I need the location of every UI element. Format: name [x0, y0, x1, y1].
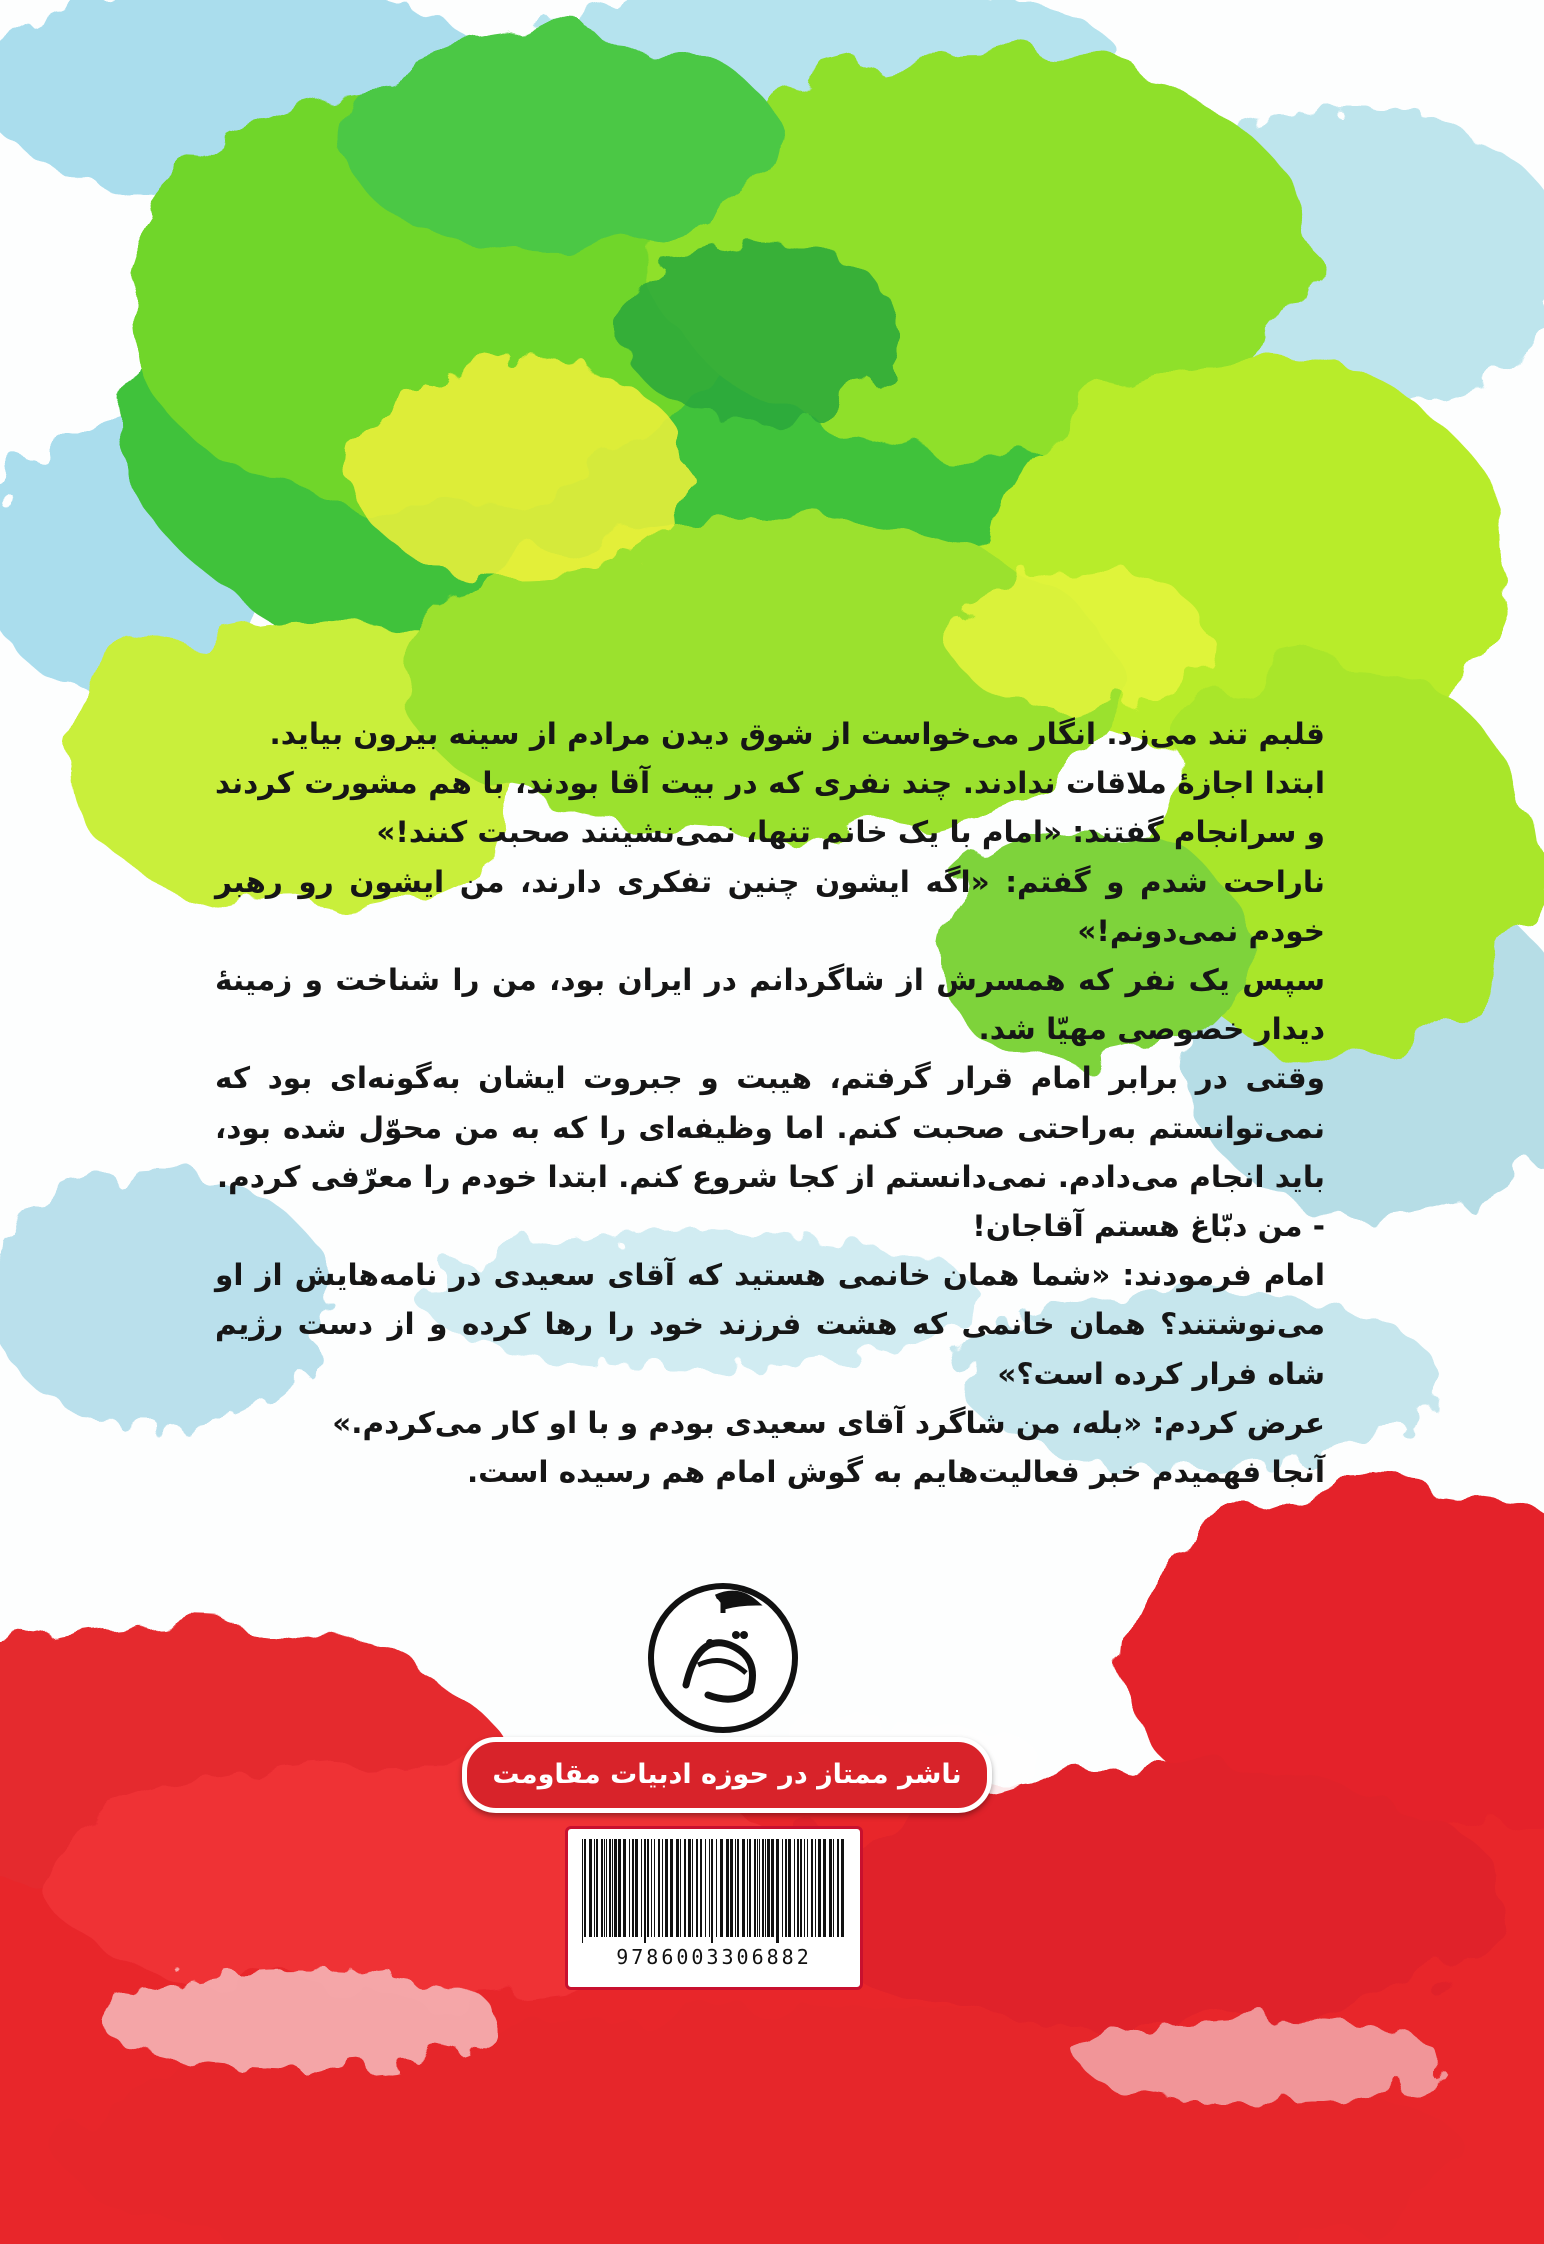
barcode-bar: [644, 1839, 646, 1943]
blurb-paragraph: قلبم تند می‌زد. انگار می‌خواست از شوق دیدن مرادم از سینه بیرون بیاید.: [269, 717, 1325, 751]
barcode-bar: [815, 1839, 816, 1937]
blurb-paragraph: وقتی در برابر امام قرار گرفتم، هیبت و جبروت ایشان به‌گونه‌ای بود که نمی‌توانستم به‌راحتی صحبت کنم. اما وظیفه‌ای را که به من محوّل شده بود، باید انجام می‌دادم. نمی‌دانستم از کجا شروع کنم. ابتدا خودم را معرّفی کردم.: [215, 1061, 1325, 1194]
blurb-paragraph: امام فرمودند: «شما همان خانمی هستید که آقای سعیدی در نامه‌هایش از او می‌نوشتند؟ همان خانمی که هشت فرزند خود را رها کرده و از دست رژیم شاه فرار کرده است؟»: [215, 1258, 1325, 1391]
barcode-bar: [665, 1839, 668, 1937]
barcode-bar: [804, 1839, 805, 1937]
barcode-bar: [647, 1839, 649, 1937]
isbn-number: 9786003306882: [616, 1945, 812, 1969]
barcode-bar: [641, 1839, 642, 1937]
barcode-bar: [612, 1839, 613, 1937]
barcode-bar: [705, 1839, 706, 1937]
barcode-bar: [807, 1839, 808, 1937]
barcode-bar: [771, 1839, 774, 1937]
barcode-bar: [829, 1839, 832, 1937]
barcode-bar: [737, 1839, 739, 1937]
barcode-bar: [716, 1839, 717, 1937]
barcode-bar: [589, 1839, 592, 1937]
barcode-bar: [596, 1839, 598, 1937]
barcode-bar: [618, 1839, 621, 1937]
barcode-bar: [584, 1839, 586, 1937]
barcode-bar: [623, 1839, 626, 1937]
barcode-bar: [700, 1839, 702, 1937]
blurb-paragraph: - من دبّاغ هستم آقاجان!: [972, 1209, 1325, 1244]
barcode-bar: [692, 1839, 693, 1937]
barcode-bar: [782, 1839, 783, 1937]
barcode-bar: [709, 1839, 710, 1937]
barcode-bar: [747, 1839, 748, 1937]
barcode-bar: [785, 1839, 787, 1937]
barcode-bar: [670, 1839, 673, 1937]
barcode-bar: [818, 1839, 821, 1937]
barcode-bar: [720, 1839, 723, 1937]
barcode-bar: [841, 1839, 844, 1937]
blurb-paragraph: ابتدا اجازهٔ ملاقات ندادند. چند نفری که در بیت آقا بودند، با هم مشورت کردند و سرانجام گفتند: «امام با یک خانم تنها، نمی‌نشینند صحبت کنند!»: [215, 766, 1325, 850]
barcode-bar: [833, 1839, 834, 1937]
barcode-bar: [757, 1839, 758, 1937]
barcode-bars: [580, 1839, 848, 1943]
barcode-bar: [629, 1839, 630, 1937]
barcode-bar: [800, 1839, 802, 1937]
barcode-bar: [680, 1839, 681, 1937]
barcode-bar: [632, 1839, 634, 1937]
barcode-bar: [654, 1839, 655, 1937]
barcode-bar: [794, 1839, 795, 1937]
barcode-bar: [604, 1839, 605, 1937]
barcode-bar: [742, 1839, 745, 1937]
barcode-bar: [606, 1839, 607, 1937]
barcode-bar: [797, 1839, 799, 1937]
barcode-bar: [601, 1839, 603, 1937]
barcode-bar: [711, 1839, 713, 1943]
barcode-bar: [749, 1839, 751, 1937]
barcode-bar: [735, 1839, 736, 1937]
barcode-bar: [765, 1839, 766, 1937]
barcode-bar: [837, 1839, 839, 1937]
barcode-bar: [776, 1839, 779, 1943]
barcode-bar: [762, 1839, 764, 1937]
barcode-bar: [614, 1839, 617, 1937]
barcode-bar: [594, 1839, 595, 1937]
blurb-paragraph: عرض کردم: «بله، من شاگرد آقای سعیدی بودم و با او کار می‌کردم.»: [332, 1405, 1325, 1440]
barcode-bar: [696, 1839, 698, 1937]
barcode-bar: [651, 1839, 652, 1937]
barcode-bar: [676, 1839, 679, 1937]
barcode-bar: [767, 1839, 770, 1937]
publisher-slogan-badge: ناشر ممتاز در حوزه ادبیات مقاومت: [462, 1737, 992, 1813]
blurb-paragraph: سپس یک نفر که همسرش از شاگردانم در ایران بود، من را شناخت و زمینهٔ دیدار خصوصی مهیّا شد.: [215, 963, 1325, 1047]
barcode-bar: [658, 1839, 660, 1937]
barcode-bar: [609, 1839, 611, 1937]
back-cover-blurb: [215, 710, 1325, 1497]
barcode-bar: [635, 1839, 638, 1937]
barcode-bar: [662, 1839, 663, 1937]
barcode-bar: [726, 1839, 729, 1937]
barcode-bar: [688, 1839, 691, 1937]
barcode-bar: [684, 1839, 686, 1937]
barcode-bar: [811, 1839, 813, 1937]
barcode-bar: [754, 1839, 756, 1937]
barcode-bar: [730, 1839, 733, 1937]
barcode-bar: [823, 1839, 826, 1937]
blurb-paragraph: ناراحت شدم و گفتم: «اگه ایشون چنین تفکری دارند، من ایشون رو رهبر خودم نمی‌دونم!»: [215, 864, 1325, 948]
isbn-barcode: [565, 1826, 863, 1990]
publisher-logo: [638, 1573, 808, 1743]
blurb-paragraph: آنجا فهمیدم خبر فعالیت‌هایم به گوش امام هم رسیده است.: [466, 1455, 1325, 1490]
barcode-bar: [788, 1839, 791, 1937]
barcode-bar: [759, 1839, 760, 1937]
barcode-bar: [582, 1839, 583, 1943]
